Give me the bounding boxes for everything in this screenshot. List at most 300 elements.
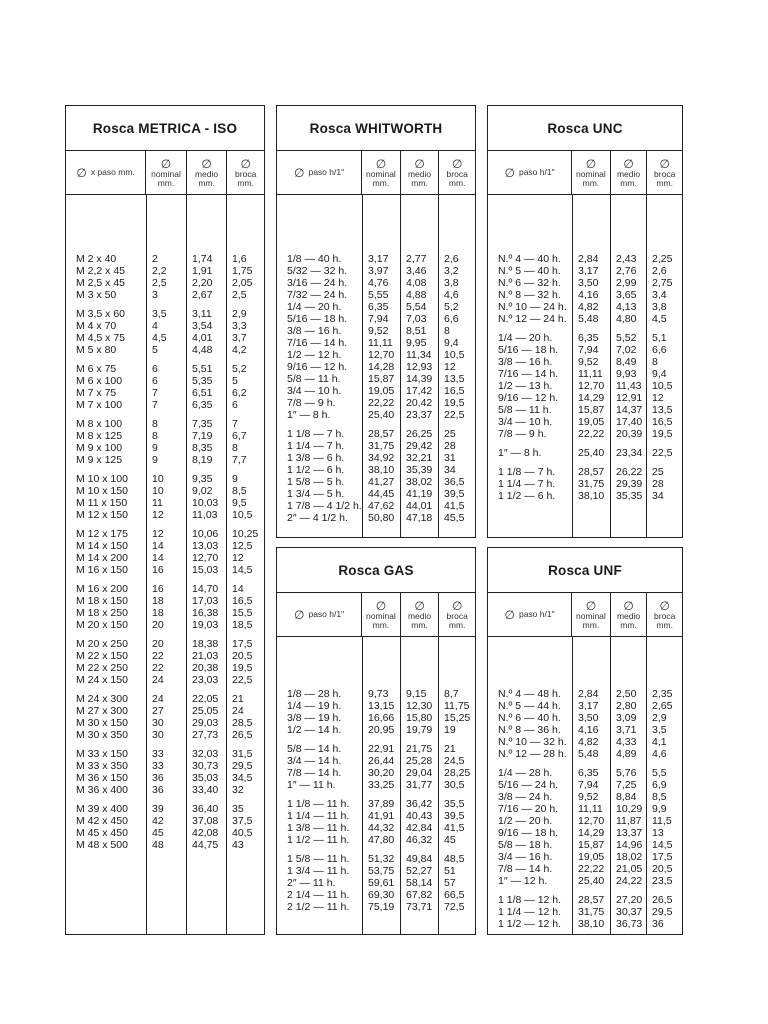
thread-size-cell: M 36 x 400	[76, 784, 128, 796]
nominal-cell: 3,50	[578, 277, 599, 289]
broca-cell: 32	[232, 784, 244, 796]
medio-cell: 29,42	[406, 440, 433, 452]
column-divider	[400, 195, 401, 538]
nominal-cell: 50,80	[368, 512, 395, 524]
thread-size-cell: 1 1/4 — 7 h.	[287, 440, 345, 452]
thread-size-cell: N.º 10 — 24 h.	[498, 301, 567, 313]
nominal-cell: 5,48	[578, 748, 599, 760]
group-gap	[66, 576, 264, 583]
column-header	[277, 593, 361, 636]
broca-cell: 10,5	[444, 349, 465, 361]
medio-cell: 12,30	[406, 700, 433, 712]
column-header	[361, 593, 400, 636]
broca-cell: 7,7	[232, 454, 247, 466]
broca-cell: 10,5	[652, 380, 673, 392]
nominal-cell: 4,5	[152, 332, 167, 344]
broca-cell: 72,5	[444, 901, 465, 913]
nominal-cell: 22	[152, 650, 164, 662]
column-header-label: broca mm.	[654, 168, 676, 188]
broca-cell: 6,6	[652, 344, 667, 356]
medio-cell: 26,25	[406, 428, 433, 440]
group-gap	[66, 356, 264, 363]
nominal-cell: 30,20	[368, 767, 395, 779]
nominal-cell: 48	[152, 839, 164, 851]
medio-cell: 17,42	[406, 385, 433, 397]
nominal-cell: 42	[152, 815, 164, 827]
column-header-label: broca mm.	[446, 610, 468, 630]
table-row	[66, 375, 264, 387]
table-row	[277, 865, 475, 877]
broca-cell: 2,35	[652, 688, 673, 700]
broca-cell: 12,5	[232, 540, 253, 552]
medio-cell: 46,32	[406, 834, 433, 846]
nominal-cell: 33	[152, 760, 164, 772]
nominal-cell: 22,22	[368, 397, 395, 409]
medio-cell: 2,43	[616, 253, 637, 265]
nominal-cell: 12	[152, 509, 164, 521]
medio-cell: 26,22	[616, 466, 643, 478]
medio-cell: 8,19	[192, 454, 213, 466]
column-header-label: nominal mm.	[151, 168, 181, 188]
broca-cell: 4,6	[652, 748, 667, 760]
broca-cell: 12	[652, 392, 664, 404]
broca-cell: 9,4	[444, 337, 459, 349]
nominal-cell: 5,48	[578, 313, 599, 325]
thread-size-cell: M 8 x 100	[76, 418, 123, 430]
table-row	[277, 452, 475, 464]
table-row	[488, 301, 682, 313]
thread-size-cell: 7/32 — 24 h.	[287, 289, 348, 301]
broca-cell: 18,5	[232, 619, 253, 631]
table-row	[277, 755, 475, 767]
table-body	[488, 637, 682, 935]
medio-cell: 27,73	[192, 729, 219, 741]
table-row	[66, 772, 264, 784]
medio-cell: 73,71	[406, 901, 433, 913]
column-header-label: paso h/1"	[518, 609, 555, 619]
medio-cell: 2,20	[192, 277, 213, 289]
thread-size-cell: 1/2 — 20 h.	[498, 815, 553, 827]
nominal-cell: 12,70	[578, 380, 605, 392]
table-row	[488, 839, 682, 851]
thread-size-cell: 1/8 — 28 h.	[287, 688, 342, 700]
table-row	[277, 822, 475, 834]
nominal-cell: 14	[152, 552, 164, 564]
nominal-cell: 12,70	[368, 349, 395, 361]
medio-cell: 12,93	[406, 361, 433, 373]
table-row	[488, 356, 682, 368]
nominal-cell: 6,35	[578, 332, 599, 344]
thread-size-cell: 2 1/4 — 11 h.	[287, 889, 350, 901]
thread-size-cell: M 10 x 150	[76, 485, 128, 497]
nominal-cell: 47,80	[368, 834, 395, 846]
broca-cell: 4,5	[652, 313, 667, 325]
broca-cell: 39,5	[444, 488, 465, 500]
nominal-cell: 6	[152, 363, 158, 375]
broca-cell: 28	[652, 478, 664, 490]
broca-cell: 30,5	[444, 779, 465, 791]
nominal-cell: 53,75	[368, 865, 395, 877]
medio-cell: 13,03	[192, 540, 219, 552]
medio-cell: 4,33	[616, 736, 637, 748]
thread-size-cell: M 7 x 75	[76, 387, 117, 399]
table-row	[488, 875, 682, 887]
column-header	[438, 151, 475, 194]
broca-cell: 28,5	[232, 717, 253, 729]
nominal-cell: 59,61	[368, 877, 395, 889]
thread-size-cell: 7/8 — 14 h.	[287, 767, 342, 779]
nominal-cell: 3,17	[368, 253, 389, 265]
medio-cell: 33,40	[192, 784, 219, 796]
table-row	[277, 361, 475, 373]
broca-cell: 28	[444, 440, 456, 452]
medio-cell: 4,89	[616, 748, 637, 760]
medio-cell: 25,28	[406, 755, 433, 767]
thread-size-cell: 1/4 — 19 h.	[287, 700, 342, 712]
medio-cell: 4,48	[192, 344, 213, 356]
table-row	[66, 497, 264, 509]
broca-cell: 34	[444, 464, 456, 476]
broca-cell: 11,5	[652, 815, 672, 827]
medio-cell: 52,27	[406, 865, 433, 877]
column-divider	[362, 195, 363, 538]
broca-cell: 5,2	[444, 301, 459, 313]
thread-size-cell: 5/16 — 18 h.	[287, 313, 348, 325]
thread-size-cell: 1 5/8 — 11 h.	[287, 853, 350, 865]
thread-size-cell: M 39 x 400	[76, 803, 128, 815]
medio-cell: 3,71	[616, 724, 637, 736]
thread-size-cell: 1/2 — 13 h.	[498, 380, 553, 392]
broca-cell: 24	[232, 705, 244, 717]
table-row	[277, 500, 475, 512]
medio-cell: 3,46	[406, 265, 427, 277]
nominal-cell: 3,50	[578, 712, 599, 724]
thread-size-cell: 1 1/8 — 11 h.	[287, 798, 350, 810]
column-divider	[572, 637, 573, 935]
diameter-icon: ∅	[585, 598, 597, 613]
thread-size-cell: 3/8 — 16 h.	[498, 356, 553, 368]
nominal-cell: 24	[152, 674, 164, 686]
thread-size-cell: 1 3/4 — 11 h.	[287, 865, 350, 877]
thread-size-cell: 1 7/8 — 4 1/2 h.	[287, 500, 362, 512]
medio-cell: 18,02	[616, 851, 643, 863]
thread-size-cell: 1 1/2 — 6 h.	[287, 464, 345, 476]
column-header-label: nominal mm.	[366, 168, 396, 188]
table-row	[488, 712, 682, 724]
broca-cell: 1,75	[232, 265, 253, 277]
nominal-cell: 2,84	[578, 253, 599, 265]
broca-cell: 3,8	[444, 277, 459, 289]
medio-cell: 10,06	[192, 528, 219, 540]
group-gap	[66, 796, 264, 803]
table-row	[66, 827, 264, 839]
thread-size-cell: N.º 6 — 40 h.	[498, 712, 561, 724]
panel-title: Rosca UNF	[488, 548, 682, 593]
group-gap	[66, 631, 264, 638]
medio-cell: 38,02	[406, 476, 433, 488]
broca-cell: 20,5	[232, 650, 253, 662]
medio-cell: 3,11	[192, 308, 212, 320]
nominal-cell: 19,05	[578, 851, 605, 863]
column-divider	[610, 195, 611, 538]
nominal-cell: 25,40	[578, 875, 605, 887]
nominal-cell: 2,2	[152, 265, 167, 277]
nominal-cell: 51,32	[368, 853, 395, 865]
medio-cell: 20,38	[192, 662, 219, 674]
broca-cell: 13	[652, 827, 664, 839]
column-header	[571, 593, 610, 636]
medio-cell: 7,19	[192, 430, 213, 442]
thread-size-cell: 7/16 — 14 h.	[287, 337, 348, 349]
column-header	[400, 593, 439, 636]
broca-cell: 29,5	[652, 906, 673, 918]
table-row	[488, 827, 682, 839]
medio-cell: 2,76	[616, 265, 637, 277]
nominal-cell: 16	[152, 583, 164, 595]
nominal-cell: 15,87	[578, 404, 605, 416]
medio-cell: 2,99	[616, 277, 637, 289]
medio-cell: 5,54	[406, 301, 427, 313]
thread-size-cell: 1 3/8 — 11 h.	[287, 822, 350, 834]
thread-size-cell: 1″ — 8 h.	[498, 447, 542, 459]
nominal-cell: 27	[152, 705, 164, 717]
broca-cell: 8,5	[232, 485, 247, 497]
broca-cell: 66,5	[444, 889, 465, 901]
table-row	[277, 512, 475, 524]
column-header-label: medio mm.	[195, 168, 219, 188]
nominal-cell: 13,15	[368, 700, 395, 712]
nominal-cell: 41,91	[368, 810, 395, 822]
medio-cell: 20,39	[616, 428, 643, 440]
column-header	[646, 593, 682, 636]
thread-size-cell: M 14 x 150	[76, 540, 128, 552]
thread-size-cell: 9/16 — 12 h.	[498, 392, 559, 404]
nominal-cell: 34,92	[368, 452, 395, 464]
column-header	[646, 151, 682, 194]
thread-size-cell: 3/4 — 16 h.	[498, 851, 553, 863]
table-row	[488, 253, 682, 265]
thread-size-cell: 1″ — 8 h.	[287, 409, 331, 421]
nominal-cell: 11,11	[578, 368, 603, 380]
broca-cell: 8,7	[444, 688, 459, 700]
column-header	[361, 151, 400, 194]
thread-size-cell: 1 3/8 — 6 h.	[287, 452, 345, 464]
medio-cell: 14,96	[616, 839, 643, 851]
thread-size-cell: 1/2 — 12 h.	[287, 349, 342, 361]
broca-cell: 14	[232, 583, 244, 595]
thread-size-cell: M 4 x 70	[76, 320, 117, 332]
broca-cell: 9	[232, 473, 238, 485]
table-row	[277, 397, 475, 409]
nominal-cell: 12,70	[578, 815, 605, 827]
table-row	[488, 851, 682, 863]
group-gap	[277, 846, 475, 853]
thread-size-cell: 3/8 — 24 h.	[498, 791, 553, 803]
table-header	[66, 151, 264, 195]
column-header-label: broca mm.	[235, 168, 257, 188]
nominal-cell: 22,91	[368, 743, 395, 755]
medio-cell: 18,38	[192, 638, 219, 650]
broca-cell: 25	[652, 466, 664, 478]
nominal-cell: 7,94	[368, 313, 389, 325]
broca-cell: 12	[444, 361, 456, 373]
nominal-cell: 7,94	[578, 344, 599, 356]
medio-cell: 8,49	[616, 356, 637, 368]
table-row	[66, 485, 264, 497]
broca-cell: 37,5	[232, 815, 253, 827]
nominal-cell: 8	[152, 418, 158, 430]
nominal-cell: 28,57	[578, 466, 605, 478]
panel-title: Rosca UNC	[488, 106, 682, 151]
thread-size-cell: M 12 x 150	[76, 509, 128, 521]
column-header-label: nominal mm.	[576, 168, 606, 188]
nominal-cell: 18	[152, 595, 164, 607]
table-row	[488, 490, 682, 502]
thread-size-cell: M 2 x 40	[76, 253, 117, 265]
nominal-cell: 26,44	[368, 755, 395, 767]
thread-size-cell: M 3 x 50	[76, 289, 117, 301]
broca-cell: 3,8	[652, 301, 667, 313]
broca-cell: 9,4	[652, 368, 667, 380]
thread-size-cell: M 6 x 75	[76, 363, 117, 375]
table-row	[277, 889, 475, 901]
nominal-cell: 9	[152, 454, 158, 466]
broca-cell: 4,2	[232, 344, 247, 356]
table-row	[66, 277, 264, 289]
medio-cell: 32,03	[192, 748, 219, 760]
table-row	[488, 289, 682, 301]
table-row	[66, 442, 264, 454]
panel-title: Rosca METRICA - ISO	[66, 106, 264, 151]
medio-cell: 37,08	[192, 815, 219, 827]
table-row	[277, 428, 475, 440]
nominal-cell: 19,05	[368, 385, 395, 397]
thread-size-cell: M 11 x 150	[76, 497, 128, 509]
medio-cell: 7,35	[192, 418, 213, 430]
thread-size-cell: 7/8 — 9 h.	[287, 397, 336, 409]
broca-cell: 16,5	[232, 595, 253, 607]
column-header-label: broca mm.	[654, 610, 676, 630]
group-gap	[277, 421, 475, 428]
thread-size-cell: 5/32 — 32 h.	[287, 265, 348, 277]
medio-cell: 20,42	[406, 397, 433, 409]
nominal-cell: 20	[152, 619, 164, 631]
table-row	[66, 265, 264, 277]
broca-cell: 2,65	[652, 700, 673, 712]
table-row	[66, 619, 264, 631]
medio-cell: 11,43	[616, 380, 642, 392]
medio-cell: 44,75	[192, 839, 219, 851]
broca-cell: 11,75	[444, 700, 470, 712]
nominal-cell: 22	[152, 662, 164, 674]
thread-size-cell: 1 1/4 — 11 h.	[287, 810, 350, 822]
broca-cell: 4,6	[444, 289, 459, 301]
broca-cell: 10,25	[232, 528, 259, 540]
thread-size-cell: 2 1/2 — 11 h.	[287, 901, 350, 913]
nominal-cell: 16,66	[368, 712, 395, 724]
nominal-cell: 33,25	[368, 779, 395, 791]
medio-cell: 25,05	[192, 705, 219, 717]
medio-cell: 2,50	[616, 688, 637, 700]
nominal-cell: 69,30	[368, 889, 395, 901]
medio-cell: 30,37	[616, 906, 643, 918]
column-header	[488, 593, 571, 636]
medio-cell: 21,75	[406, 743, 433, 755]
table-row	[66, 344, 264, 356]
thread-size-cell: N.º 5 — 44 h.	[498, 700, 561, 712]
group-gap	[66, 411, 264, 418]
nominal-cell: 2,5	[152, 277, 167, 289]
thread-size-cell: 3/8 — 19 h.	[287, 712, 342, 724]
medio-cell: 13,37	[616, 827, 643, 839]
table-row	[66, 418, 264, 430]
medio-cell: 14,37	[616, 404, 643, 416]
broca-cell: 22,5	[444, 409, 465, 421]
nominal-cell: 30	[152, 729, 164, 741]
broca-cell: 3,5	[652, 724, 667, 736]
diameter-icon: ∅	[659, 598, 670, 613]
diameter-icon: ∅	[623, 598, 634, 613]
unc-panel	[487, 105, 683, 538]
broca-cell: 17,5	[652, 851, 673, 863]
thread-size-cell: 5/8 — 11 h.	[498, 404, 552, 416]
group-gap	[66, 466, 264, 473]
nominal-cell: 4,16	[578, 289, 599, 301]
broca-cell: 5,2	[232, 363, 247, 375]
group-gap	[66, 301, 264, 308]
broca-cell: 48,5	[444, 853, 465, 865]
medio-cell: 23,03	[192, 674, 219, 686]
table-header	[277, 151, 475, 195]
table-row	[277, 724, 475, 736]
diameter-icon: ∅	[375, 156, 387, 171]
broca-cell: 43	[232, 839, 244, 851]
thread-size-cell: 1 1/2 — 6 h.	[498, 490, 556, 502]
thread-size-cell: M 33 x 150	[76, 748, 128, 760]
thread-size-cell: M 7 x 100	[76, 399, 123, 411]
nominal-cell: 22,22	[578, 428, 605, 440]
table-row	[277, 253, 475, 265]
column-divider	[186, 195, 187, 935]
nominal-cell: 5	[152, 344, 158, 356]
thread-size-cell: M 10 x 100	[76, 473, 128, 485]
broca-cell: 36,5	[444, 476, 465, 488]
nominal-cell: 2,84	[578, 688, 599, 700]
table-row	[277, 373, 475, 385]
medio-cell: 12,91	[616, 392, 643, 404]
diameter-icon: ∅	[76, 165, 87, 180]
thread-size-cell: 2″ — 11 h.	[287, 877, 336, 889]
diameter-icon: ∅	[294, 165, 305, 180]
nominal-cell: 39	[152, 803, 164, 815]
table-row	[66, 399, 264, 411]
column-header-label: medio mm.	[407, 168, 432, 188]
medio-cell: 11,34	[406, 349, 432, 361]
nominal-cell: 4,82	[578, 301, 599, 313]
table-row	[488, 748, 682, 760]
broca-cell: 19,5	[444, 397, 465, 409]
column-divider	[400, 637, 401, 935]
metrica-iso-panel	[65, 105, 265, 935]
table-row	[488, 815, 682, 827]
thread-size-cell: 1/4 — 20 h.	[287, 301, 342, 313]
table-row	[66, 363, 264, 375]
broca-cell: 51	[444, 865, 456, 877]
table-row	[66, 693, 264, 705]
thread-size-cell: 7/8 — 9 h.	[498, 428, 547, 440]
broca-cell: 13,5	[652, 404, 673, 416]
column-divider	[610, 637, 611, 935]
